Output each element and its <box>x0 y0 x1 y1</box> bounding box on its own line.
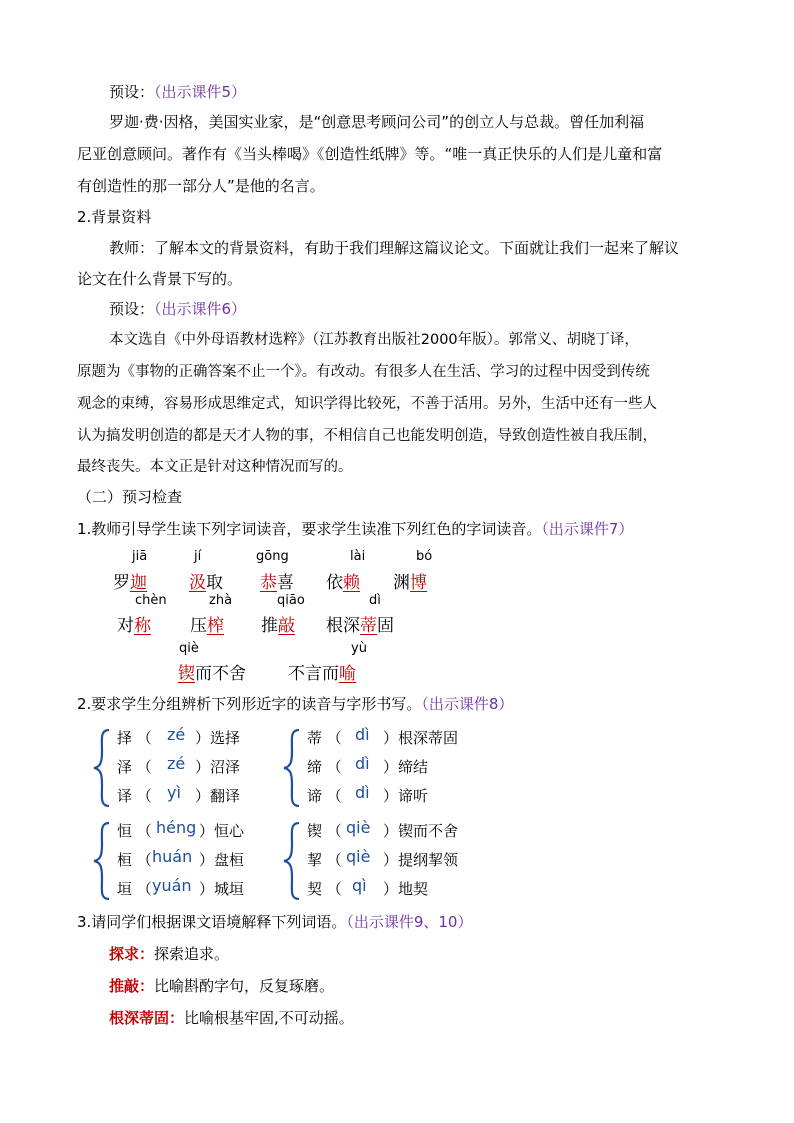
target-char: 敲 <box>278 616 295 636</box>
paren: （ <box>326 880 342 898</box>
word-suffix: 喜 <box>277 573 294 593</box>
word-row <box>383 853 458 868</box>
example-word: 缔结 <box>398 758 429 776</box>
char-row <box>117 731 152 746</box>
char: 泽 <box>117 758 133 776</box>
char: 蒂 <box>307 729 323 747</box>
char-row <box>117 824 152 839</box>
word-luojia <box>113 568 147 593</box>
intro-line-2: 尼亚创意顾问。著作有《当头棒喝》《创造性纸牌》等。“唯一真正快乐的人们是儿童和富 <box>77 145 663 163</box>
char-row <box>307 882 342 897</box>
example-word: 选择 <box>210 729 241 747</box>
char: 恒 <box>117 822 133 840</box>
word-prefix: 对 <box>117 616 134 636</box>
pinyin-answer: qì <box>352 876 367 895</box>
pinyin: lài <box>350 549 366 564</box>
pinyin-answer: yì <box>167 783 181 802</box>
courseware-ref: （出示课件5） <box>154 83 247 101</box>
char-row <box>117 882 152 897</box>
example-word: 根深蒂固 <box>398 729 459 747</box>
word-row <box>383 731 458 746</box>
body-line-4: 认为搞发明创造的都是天才人物的事，不相信自己也能发明创造，导致创造性被自我压制， <box>77 428 657 444</box>
example-word: 恒心 <box>214 822 245 840</box>
body-line-1: 本文选自《中外母语教材选粹》（江苏教育出版社2000年版）。郭常义、胡晓丁译， <box>109 332 639 348</box>
paren: ） <box>195 729 211 747</box>
word-buyaneryu <box>288 659 356 684</box>
word-yilai <box>326 568 360 593</box>
paren: （ <box>136 758 152 776</box>
pinyin-answer: qiè <box>346 847 371 866</box>
paren: ） <box>199 880 215 898</box>
char: 锲 <box>307 822 323 840</box>
paren: ） <box>383 822 399 840</box>
left-brace-icon <box>281 820 303 902</box>
paren: （ <box>136 787 152 805</box>
example-word: 沼泽 <box>210 758 241 776</box>
word-suffix: 固 <box>377 616 394 636</box>
paren: （ <box>136 822 152 840</box>
pinyin: gōng <box>256 549 289 564</box>
word-suffix: 取 <box>206 573 223 593</box>
word-row <box>199 882 244 897</box>
char-row <box>117 760 152 775</box>
paren: （ <box>326 758 342 776</box>
char-row <box>307 731 342 746</box>
intro-line-3: 有创造性的那一部分人”是他的名言。 <box>77 177 325 195</box>
word-duichen <box>117 611 151 636</box>
target-char: 称 <box>134 616 151 636</box>
word-prefix: 推 <box>261 616 278 636</box>
word-yuanbo <box>393 568 427 593</box>
char: 垣 <box>117 880 133 898</box>
left-brace-icon <box>91 820 113 902</box>
definition: 比喻斟酌字句，反复琢磨。 <box>154 977 335 995</box>
char-row <box>307 853 342 868</box>
paren: ） <box>383 729 399 747</box>
word-row <box>383 824 458 839</box>
pinyin-answer: zé <box>167 725 186 744</box>
paren: ） <box>383 880 399 898</box>
preset-label: 预设： <box>109 83 155 101</box>
pinyin-answer: qiè <box>346 818 371 837</box>
target-char: 榨 <box>207 616 224 636</box>
paren: （ <box>136 729 152 747</box>
word-row <box>195 760 240 775</box>
preset-label: 预设： <box>109 300 155 318</box>
teacher-line-1: 教师：了解本文的背景资料，有助于我们理解这篇议论文。下面就让我们一起来了解议 <box>109 239 680 257</box>
preset-line-1 <box>109 85 246 100</box>
word-prefix: 根深 <box>326 616 360 636</box>
paren: ） <box>195 787 211 805</box>
char-row <box>307 760 342 775</box>
pinyin: yù <box>351 641 367 656</box>
definition: 比喻根基牢固,不可动摇。 <box>184 1009 354 1027</box>
char: 译 <box>117 787 133 805</box>
left-brace-icon <box>91 727 113 809</box>
left-brace-icon <box>281 727 303 809</box>
paren: ） <box>199 822 215 840</box>
item1-text: 1.教师引导学生读下列字词读音，要求学生读准下列红色的字词读音。 <box>77 520 542 538</box>
example-word: 盘桓 <box>214 851 245 869</box>
word-genshendigu <box>326 611 394 636</box>
term: 探求： <box>109 945 155 963</box>
item2-instruction <box>77 697 513 712</box>
paren: （ <box>326 729 342 747</box>
item3-instruction <box>77 915 472 930</box>
courseware-ref: （出示课件7） <box>541 520 634 538</box>
paren: ） <box>383 851 399 869</box>
char: 谛 <box>307 787 323 805</box>
word-tuiqiao <box>261 611 295 636</box>
body-line-5: 最终丧失。本文正是针对这种情况而写的。 <box>77 459 353 475</box>
example-word: 提纲挈领 <box>398 851 459 869</box>
target-char: 蒂 <box>360 616 377 636</box>
pinyin: bó <box>416 549 433 564</box>
pinyin: dì <box>369 593 381 608</box>
char: 挈 <box>307 851 323 869</box>
target-char: 博 <box>410 573 427 593</box>
body-line-2: 原题为《事物的正确答案不止一个》。有改动。有很多人在生活、学习的过程中因受到传统 <box>77 364 650 380</box>
paren: ） <box>195 758 211 776</box>
body-line-3: 观念的束缚，容易形成思维定式，知识学得比较死，不善于活用。另外，生活中还有一些人 <box>77 396 657 412</box>
pinyin: qiè <box>179 641 199 656</box>
pinyin: jiā <box>132 549 148 564</box>
example-word: 谛听 <box>398 787 429 805</box>
preview-heading: （二）预习检查 <box>77 488 183 506</box>
word-prefix: 依 <box>326 573 343 593</box>
paren: （ <box>136 880 152 898</box>
definition: 探索追求。 <box>154 945 230 963</box>
char: 缔 <box>307 758 323 776</box>
courseware-ref: （出示课件9、10） <box>346 913 473 931</box>
word-prefix: 渊 <box>393 573 410 593</box>
word-row <box>199 853 244 868</box>
pinyin: qiāo <box>277 593 305 608</box>
paren: （ <box>136 851 152 869</box>
target-char: 汲 <box>189 573 206 593</box>
paren: （ <box>326 851 342 869</box>
target-char: 恭 <box>260 573 277 593</box>
pinyin: zhà <box>209 593 233 608</box>
word-suffix: 而不舍 <box>195 664 246 684</box>
paren: （ <box>326 822 342 840</box>
char-row <box>307 789 342 804</box>
word-prefix: 压 <box>190 616 207 636</box>
word-qieerbushe <box>178 659 246 684</box>
pinyin-answer: huán <box>152 847 193 866</box>
example-word: 翻译 <box>210 787 241 805</box>
pinyin: chèn <box>135 593 167 608</box>
word-gongxi <box>260 568 294 593</box>
word-jiqu <box>189 568 223 593</box>
char: 择 <box>117 729 133 747</box>
paren: （ <box>326 787 342 805</box>
paren: ） <box>383 758 399 776</box>
word-yazha <box>190 611 224 636</box>
pinyin-answer: dì <box>355 783 370 802</box>
pinyin-answer: héng <box>156 818 197 837</box>
target-char: 喻 <box>339 664 356 684</box>
example-word: 地契 <box>398 880 429 898</box>
pinyin-answer: dì <box>355 754 370 773</box>
pinyin-answer: dì <box>355 725 370 744</box>
word-prefix: 罗 <box>113 573 130 593</box>
preset-line-2 <box>109 302 246 317</box>
word-prefix: 不言而 <box>288 664 339 684</box>
char-row <box>307 824 342 839</box>
pinyin-answer: yuán <box>152 876 192 895</box>
item3-text: 3.请同学们根据课文语境解释下列词语。 <box>77 913 347 931</box>
word-row <box>199 824 244 839</box>
definition-row <box>109 947 229 962</box>
word-row <box>195 789 240 804</box>
paren: ） <box>383 787 399 805</box>
word-row <box>195 731 240 746</box>
definition-row <box>109 1011 354 1026</box>
example-word: 锲而不舍 <box>398 822 459 840</box>
term: 推敲： <box>109 977 155 995</box>
example-word: 城垣 <box>214 880 245 898</box>
word-row <box>383 760 428 775</box>
definition-row <box>109 979 334 994</box>
pinyin: jí <box>194 549 202 564</box>
paren: ） <box>199 851 215 869</box>
pinyin-answer: zé <box>167 754 186 773</box>
section-heading-background: 2.背景资料 <box>77 208 152 226</box>
char-row <box>117 789 152 804</box>
word-row <box>383 882 428 897</box>
item2-text: 2.要求学生分组辨析下列形近字的读音与字形书写。 <box>77 695 422 713</box>
courseware-ref: （出示课件6） <box>154 300 247 318</box>
target-char: 赖 <box>343 573 360 593</box>
char: 契 <box>307 880 323 898</box>
courseware-ref: （出示课件8） <box>421 695 514 713</box>
char: 桓 <box>117 851 133 869</box>
target-char: 锲 <box>178 664 195 684</box>
intro-line-1: 罗迦·费·因格，美国实业家，是“创意思考顾问公司”的创立人与总裁。曾任加利福 <box>109 113 645 131</box>
target-char: 迦 <box>130 573 147 593</box>
word-row <box>383 789 428 804</box>
term: 根深蒂固： <box>109 1009 185 1027</box>
item1-instruction <box>77 522 633 537</box>
teacher-line-2: 论文在什么背景下写的。 <box>77 270 243 288</box>
char-row <box>117 853 152 868</box>
